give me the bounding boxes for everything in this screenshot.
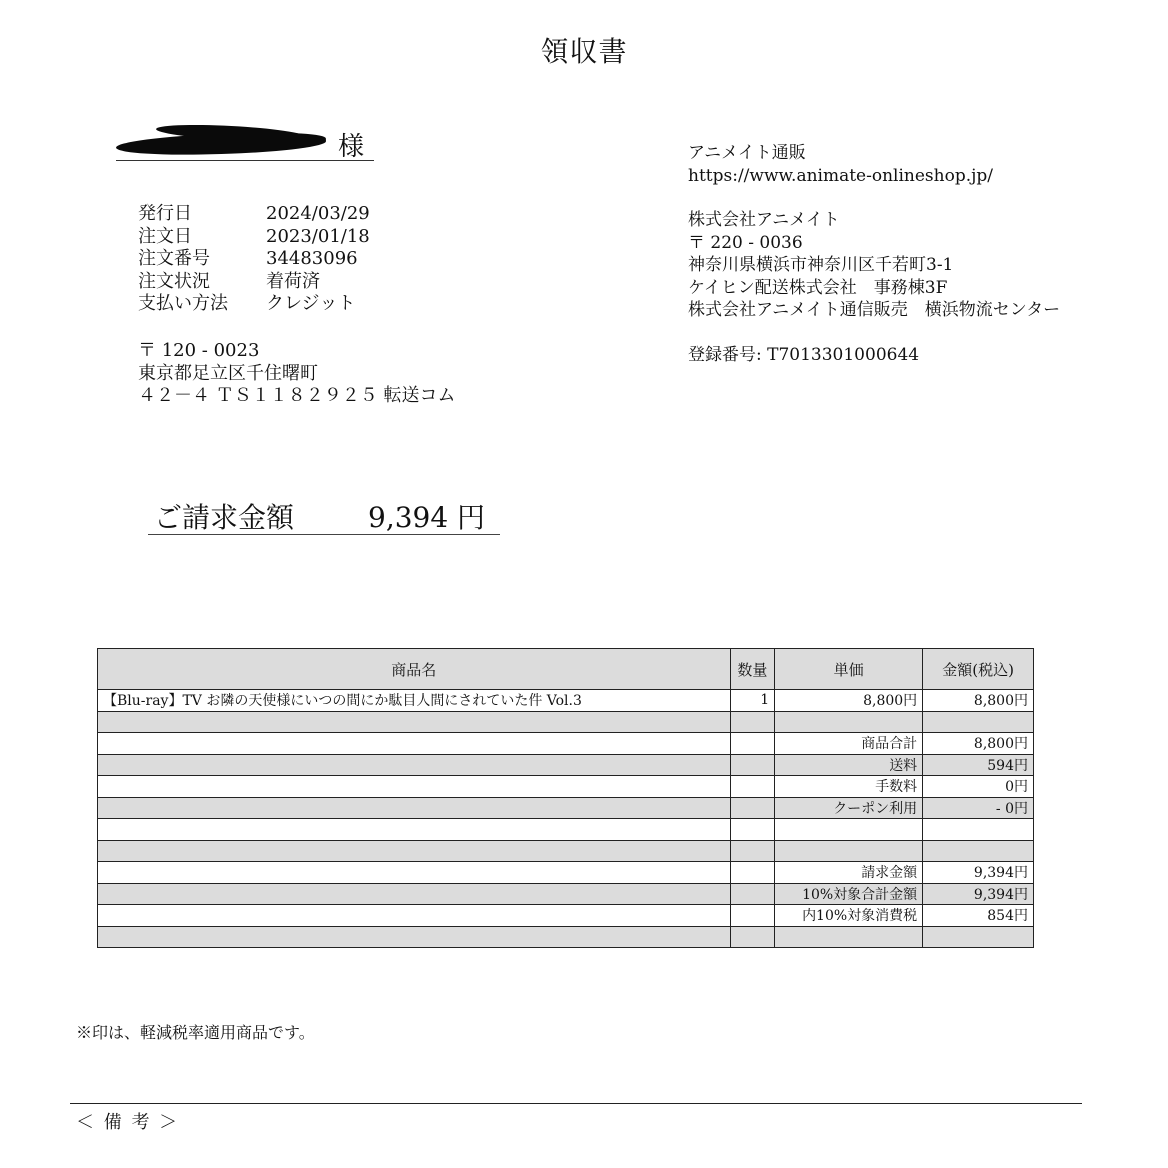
subtotal-value: 8,800円 xyxy=(923,733,1034,755)
info-label: 注文日 xyxy=(138,225,192,247)
company-address: 神奈川県横浜市神奈川区千若町3-1 xyxy=(688,255,954,275)
table-row xyxy=(98,733,1034,755)
billing-amount-value: 9,394 円 xyxy=(368,501,486,534)
table-row xyxy=(98,776,1034,798)
fee-label: 手数料 xyxy=(775,776,923,798)
tax-label: 内10%対象消費税 xyxy=(775,905,923,927)
billing-amount xyxy=(148,494,500,535)
info-value: 着荷済 xyxy=(266,270,320,292)
fee-value: 0円 xyxy=(923,776,1034,798)
coupon-value: - 0円 xyxy=(923,797,1034,819)
shipping-label: 送料 xyxy=(775,754,923,776)
recipient-honorific: 様 xyxy=(338,132,365,162)
company-info xyxy=(688,142,1060,366)
table-row xyxy=(98,905,1034,927)
item-qty: 1 xyxy=(730,690,775,712)
table-row xyxy=(98,711,1034,733)
info-value: 2024/03/29 xyxy=(266,203,370,224)
remarks-label: ＜ 備 考 ＞ xyxy=(76,1112,180,1133)
header-product-name: 商品名 xyxy=(98,649,731,690)
info-label: 注文番号 xyxy=(138,248,210,269)
taxable-label: 10%対象合計金額 xyxy=(775,883,923,905)
info-label: 注文状況 xyxy=(138,270,210,292)
registration-number: 登録番号: T7013301000644 xyxy=(688,344,920,365)
header-quantity: 数量 xyxy=(730,649,775,690)
billing-total-label: 請求金額 xyxy=(775,862,923,884)
header-unit-price: 単価 xyxy=(775,649,923,690)
company-postal: 〒 220 - 0036 xyxy=(688,232,803,253)
address-line1: 東京都足立区千住曙町 xyxy=(138,362,318,384)
shipping-address xyxy=(138,340,455,408)
info-label: 発行日 xyxy=(138,203,192,224)
corp-name: 株式会社アニメイト xyxy=(688,210,840,230)
info-value: 2023/01/18 xyxy=(266,225,370,247)
info-value: 34483096 xyxy=(266,248,358,269)
taxable-value: 9,394円 xyxy=(923,883,1034,905)
coupon-label: クーポン利用 xyxy=(775,797,923,819)
item-name: 【Blu-ray】TV お隣の天使様にいつの間にか駄目人間にされていた件 Vol.3 xyxy=(98,690,731,712)
company-dept: 株式会社アニメイト通信販売 横浜物流センター xyxy=(688,300,1061,320)
order-info xyxy=(138,203,370,316)
subtotal-label: 商品合計 xyxy=(775,733,923,755)
info-label: 支払い方法 xyxy=(138,293,228,314)
billing-amount-label: ご請求金額 xyxy=(154,501,295,534)
table-row xyxy=(98,819,1034,841)
table-row xyxy=(98,754,1034,776)
table-row xyxy=(98,926,1034,948)
items-table xyxy=(97,648,1034,948)
shipping-value: 594円 xyxy=(923,754,1034,776)
table-header xyxy=(98,649,1034,690)
payment-method-row xyxy=(138,293,370,316)
recipient-name xyxy=(116,124,374,161)
tax-value: 854円 xyxy=(923,905,1034,927)
header-amount: 金額(税込) xyxy=(923,649,1034,690)
order-date-row xyxy=(138,226,370,249)
order-number-row xyxy=(138,248,370,271)
shop-name: アニメイト通販 xyxy=(688,143,806,163)
table-row xyxy=(98,883,1034,905)
table-row xyxy=(98,840,1034,862)
shop-url: https://www.animate-onlineshop.jp/ xyxy=(688,165,993,186)
info-value: クレジット xyxy=(266,293,356,314)
remarks-divider xyxy=(70,1103,1082,1104)
issue-date-row xyxy=(138,203,370,226)
address-line2: ４２－４ ＴＳ１１８２９２５ 転送コム xyxy=(138,385,456,406)
billing-total-value: 9,394円 xyxy=(923,862,1034,884)
address-postal: 〒 120 - 0023 xyxy=(138,340,260,361)
item-unit-price: 8,800円 xyxy=(775,690,923,712)
table-row xyxy=(98,862,1034,884)
table-row xyxy=(98,797,1034,819)
order-status-row xyxy=(138,271,370,294)
table-row xyxy=(98,690,1034,712)
reduced-tax-note: ※印は、軽減税率適用商品です。 xyxy=(76,1023,315,1042)
document-title: 領収書 xyxy=(540,35,628,68)
item-amount: 8,800円 xyxy=(923,690,1034,712)
company-building: ケイヒン配送株式会社 事務棟3F xyxy=(688,277,948,298)
